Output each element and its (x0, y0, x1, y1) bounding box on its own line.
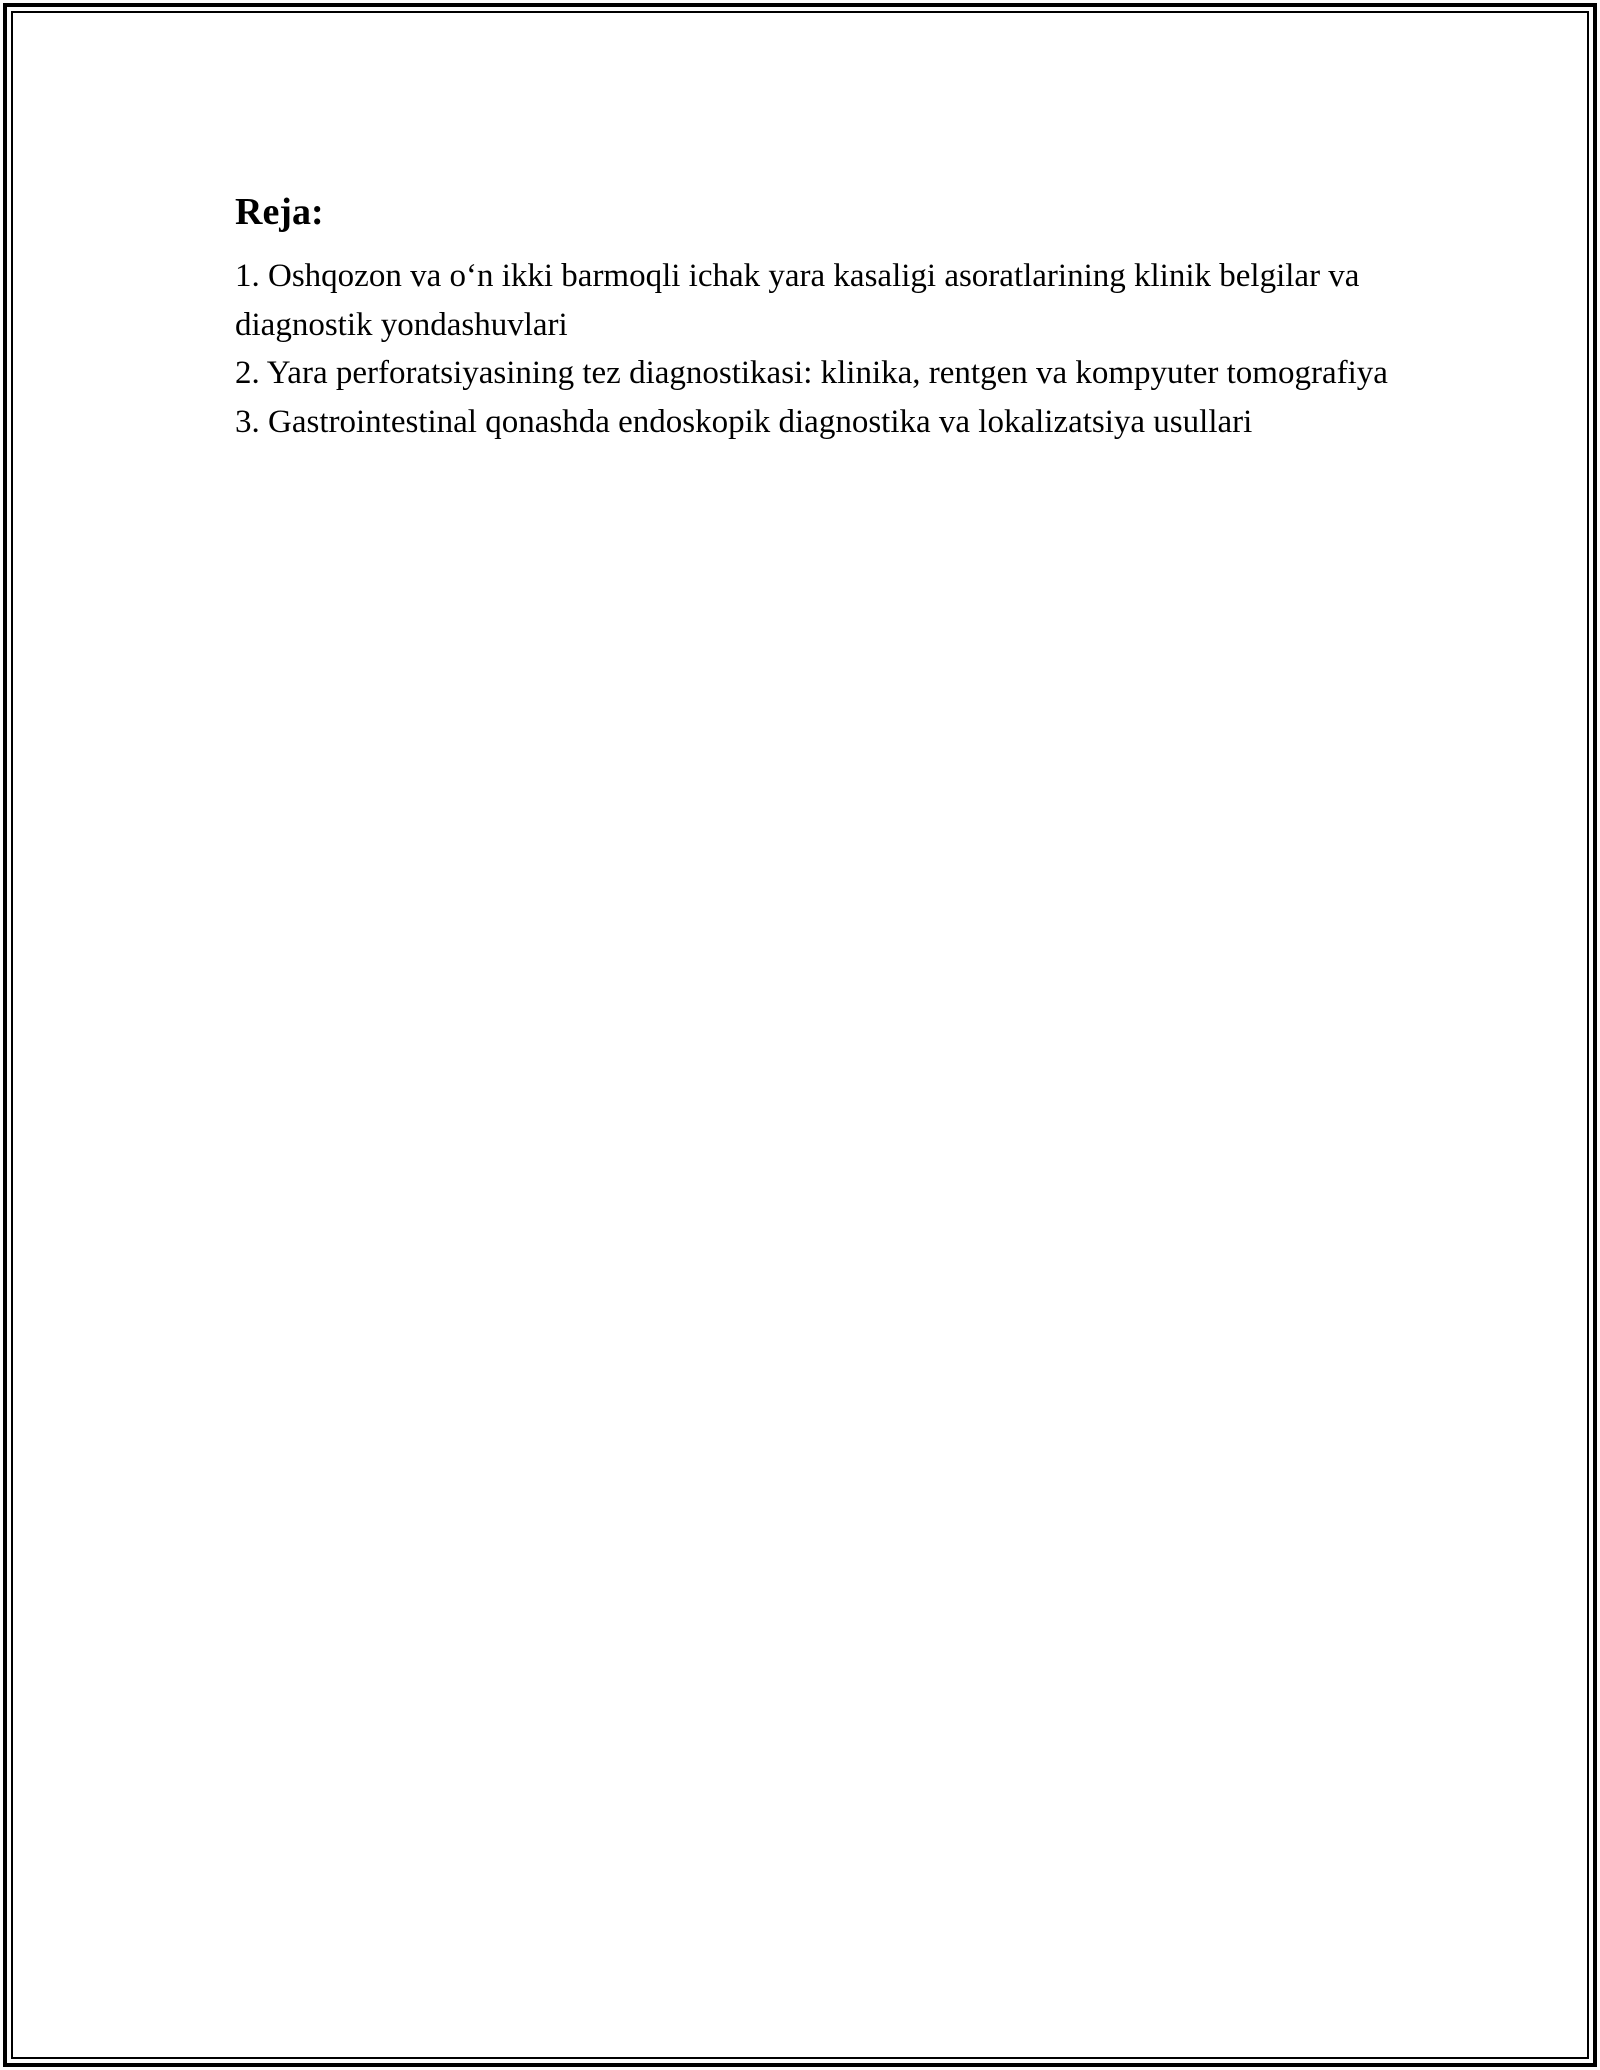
plan-item: 1. Oshqozon va o‘n ikki barmoqli ichak yara kasaligi asoratlarining klinik belgilar va diagnostik yondashuvlari (235, 258, 1360, 343)
page-content (235, 186, 1415, 446)
plan-item: 2. Yara perforatsiyasining tez diagnostikasi: klinika, rentgen va kompyuter tomografiya (235, 355, 1388, 391)
plan-item: 3. Gastrointestinal qonashda endoskopik diagnostika va lokalizatsiya usullari (235, 403, 1253, 440)
plan-title: Reja: (235, 191, 324, 233)
plan-list (235, 252, 1415, 446)
